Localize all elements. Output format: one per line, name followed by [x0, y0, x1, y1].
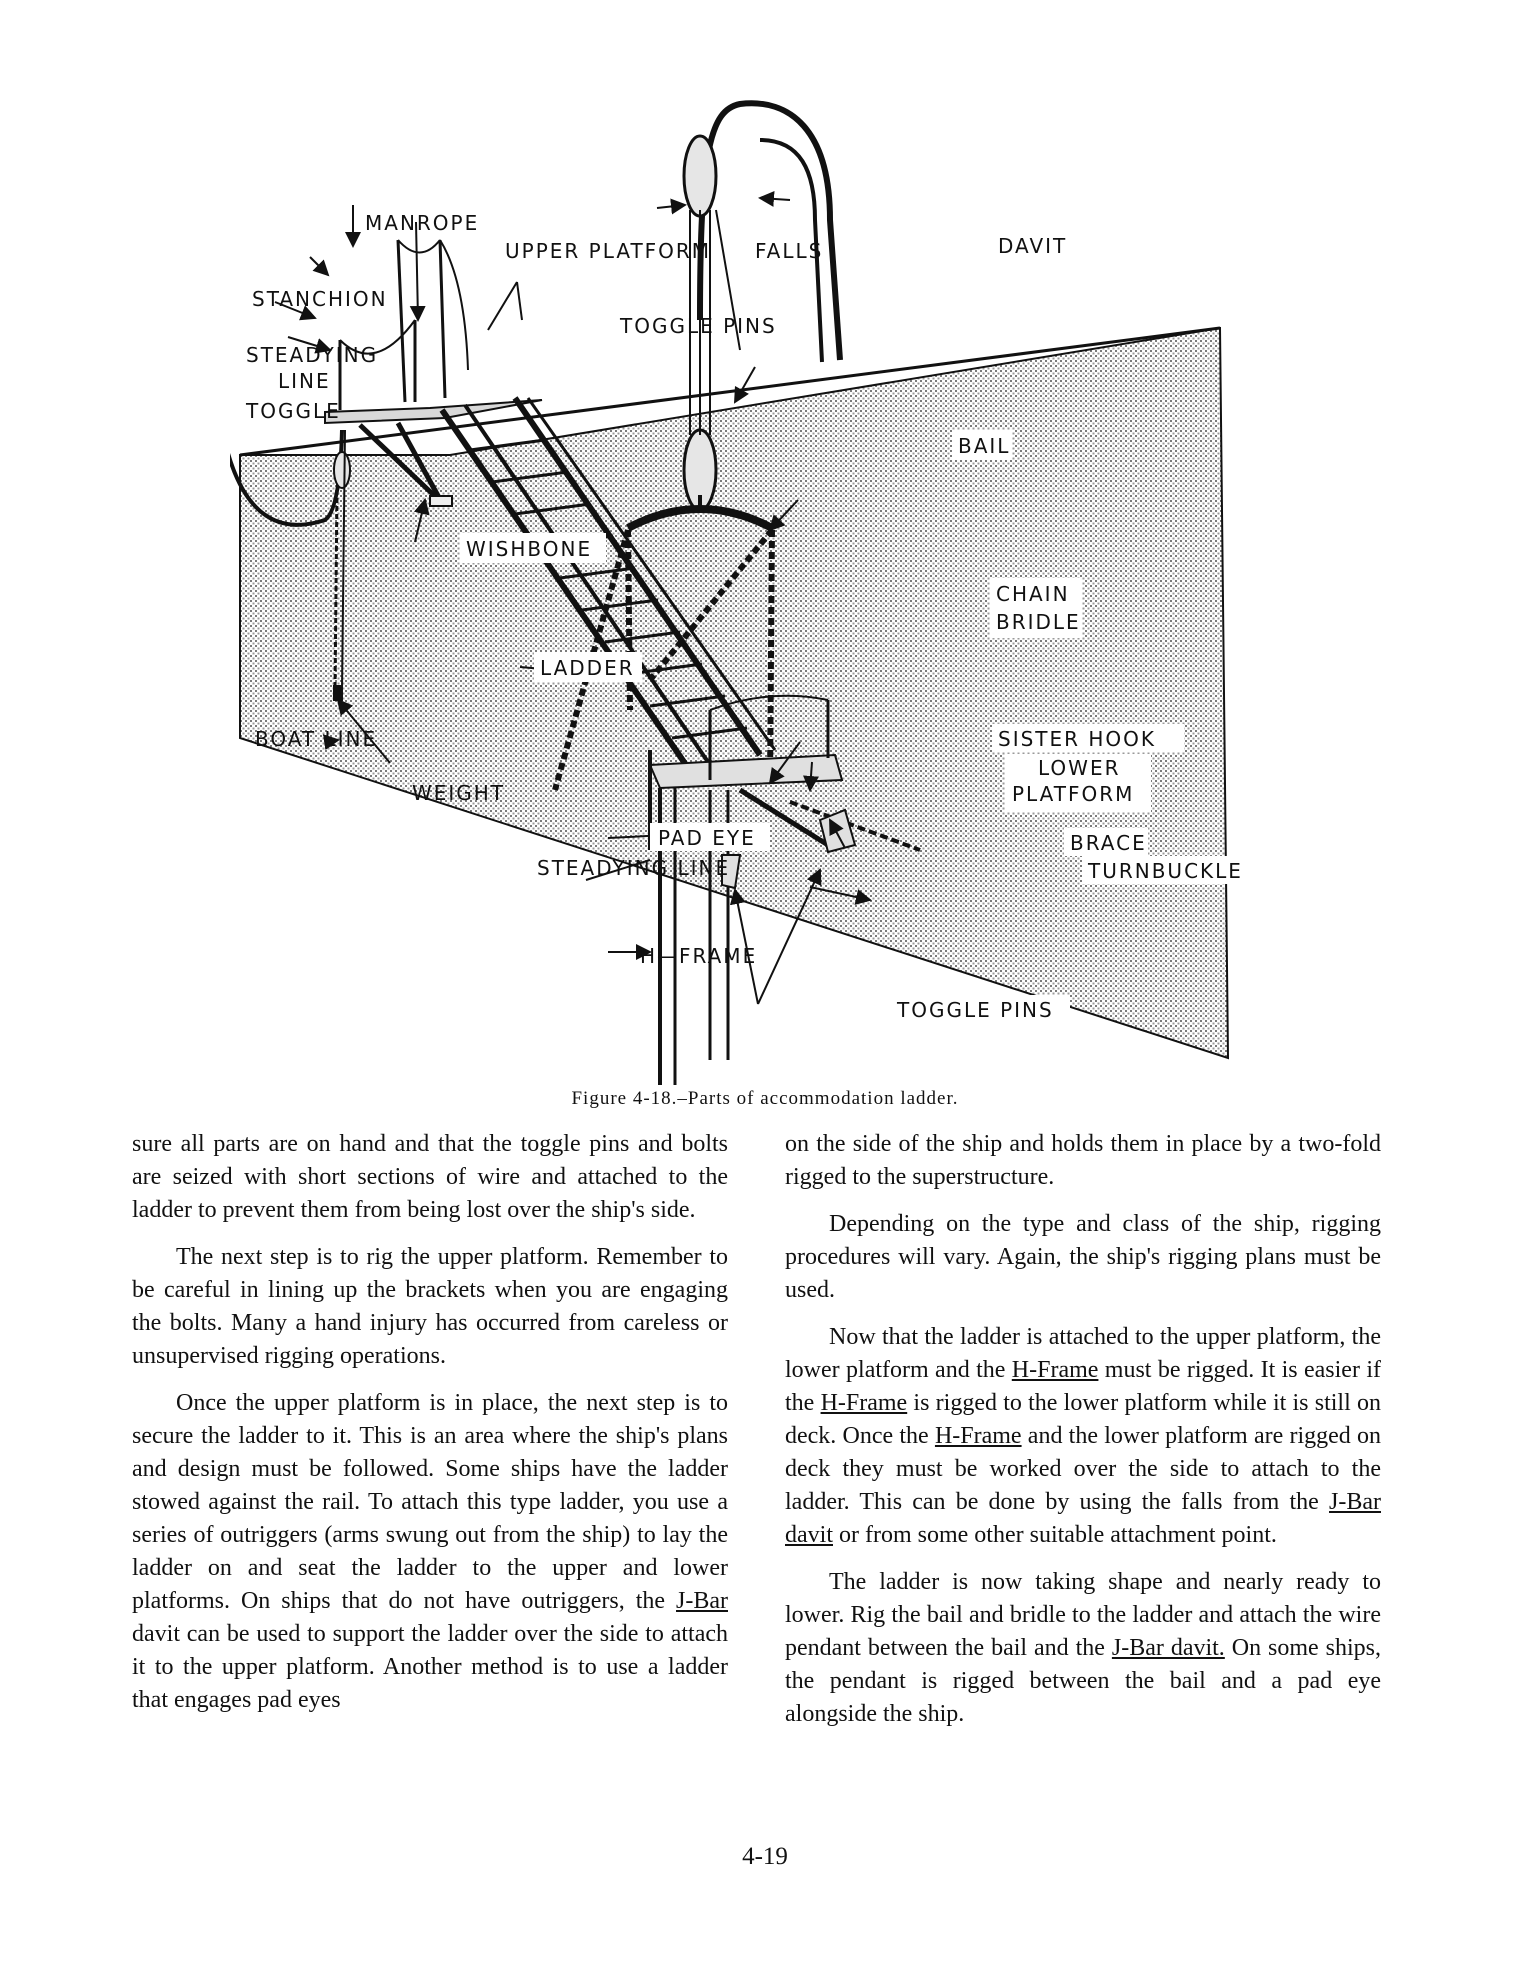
label-lower: LOWER	[1038, 756, 1121, 780]
label-bridle: BRIDLE	[996, 610, 1081, 634]
label-upper-platform: UPPER PLATFORM	[505, 239, 712, 263]
right-paragraph-1: on the side of the ship and holds them in place by a two-fold rigged to the superstructure.	[785, 1131, 1381, 1190]
left-paragraph-3: Once the upper platform is in place, the next step is to secure the ladder to it. This is an area where the ship's plans and design must be followed. Some ships have the ladder stowed against the rail. To attach this type ladder, you use a series of outriggers (arms swung out from the ship) to lay the ladder on and seat the ladder to the upper and lower platforms. On ships that do not have outriggers, the J-Bar davit can be used to support the ladder over the side to attach it to the upper platform. Another method is to use a ladder that engages pad eyes	[132, 1390, 728, 1713]
right-paragraph-4: The ladder is now taking shape and nearly ready to lower. Rig the bail and bridle to the ladder and attach the wire pendant between the bail and the J-Bar davit. On some ships, the pendant is rigged between the bail and a pad eye alongside the ship.	[785, 1569, 1381, 1727]
jbar-davit-term: J-Bar davit.	[1111, 1635, 1225, 1661]
label-sister-hook: SISTER HOOK	[998, 727, 1157, 751]
right-paragraph-2: Depending on the type and class of the ship, rigging procedures will vary. Again, the ship's rigging plans must be used.	[785, 1211, 1381, 1303]
label-manrope: MANROPE	[365, 211, 480, 235]
left-paragraph-2: The next step is to rig the upper platform. Remember to be careful in lining up the brackets when you are engaging the bolts. Many a hand injury has occurred from careless or unsupervised rigging operations.	[132, 1244, 728, 1369]
label-pad-eye: PAD EYE	[658, 826, 756, 850]
label-ladder: LADDER	[540, 656, 635, 680]
falls-upper-block	[684, 136, 716, 216]
figure-caption: Figure 4-18.–Parts of accommodation ladder.	[571, 1088, 959, 1109]
page-number: 4-19	[742, 1843, 788, 1870]
label-steadying-top-2: LINE	[278, 369, 331, 393]
label-bail: BAIL	[958, 434, 1011, 458]
label-wishbone: WISHBONE	[466, 537, 593, 561]
right-paragraph-3: Now that the ladder is attached to the upper platform, the lower platform and the H-Frame must be rigged. It is easier if the H-Frame is rigged to the lower platform while it is still on deck. Once the H-Frame and the lower platform are rigged on deck they must be worked over the side to attach to the ladder. This can be done by using the falls from the J-Bar davit or from some other suitable attachment point.	[785, 1324, 1381, 1548]
label-weight: WEIGHT	[412, 781, 506, 805]
label-chain: CHAIN	[996, 582, 1070, 606]
label-steadying-top-1: STEADYING	[246, 343, 379, 367]
label-brace: BRACE	[1070, 831, 1147, 855]
label-toggle-pins-bottom: TOGGLE PINS	[897, 998, 1054, 1022]
label-toggle-pins-top: TOGGLE PINS	[620, 314, 777, 338]
jbar-term: J-Bar	[676, 1588, 728, 1614]
label-davit: DAVIT	[998, 234, 1068, 258]
hframe-term: H-Frame	[1011, 1357, 1099, 1383]
right-column	[785, 1128, 1381, 1745]
accommodation-ladder-figure	[230, 90, 1270, 1090]
jbar-davit-term: J-Bar davit	[785, 1489, 1381, 1548]
left-column	[132, 1128, 728, 1731]
label-falls: FALLS	[755, 239, 824, 263]
hframe-term: H-Frame	[934, 1423, 1022, 1449]
label-boat-line: BOAT LINE	[255, 727, 378, 751]
label-turnbuckle: TURNBUCKLE	[1088, 859, 1243, 883]
label-h-frame: H—FRAME	[640, 944, 758, 968]
weight	[333, 685, 343, 701]
label-steadying-line-bottom: STEADYING LINE	[537, 856, 731, 880]
label-stanchion: STANCHION	[252, 287, 388, 311]
label-platform: PLATFORM	[1012, 782, 1135, 806]
label-toggle: TOGGLE	[246, 399, 341, 423]
left-paragraph-1: sure all parts are on hand and that the toggle pins and bolts are seized with short sections of wire and attached to the ladder to prevent them from being lost over the ship's side.	[132, 1131, 728, 1223]
hframe-term: H-Frame	[820, 1390, 908, 1416]
